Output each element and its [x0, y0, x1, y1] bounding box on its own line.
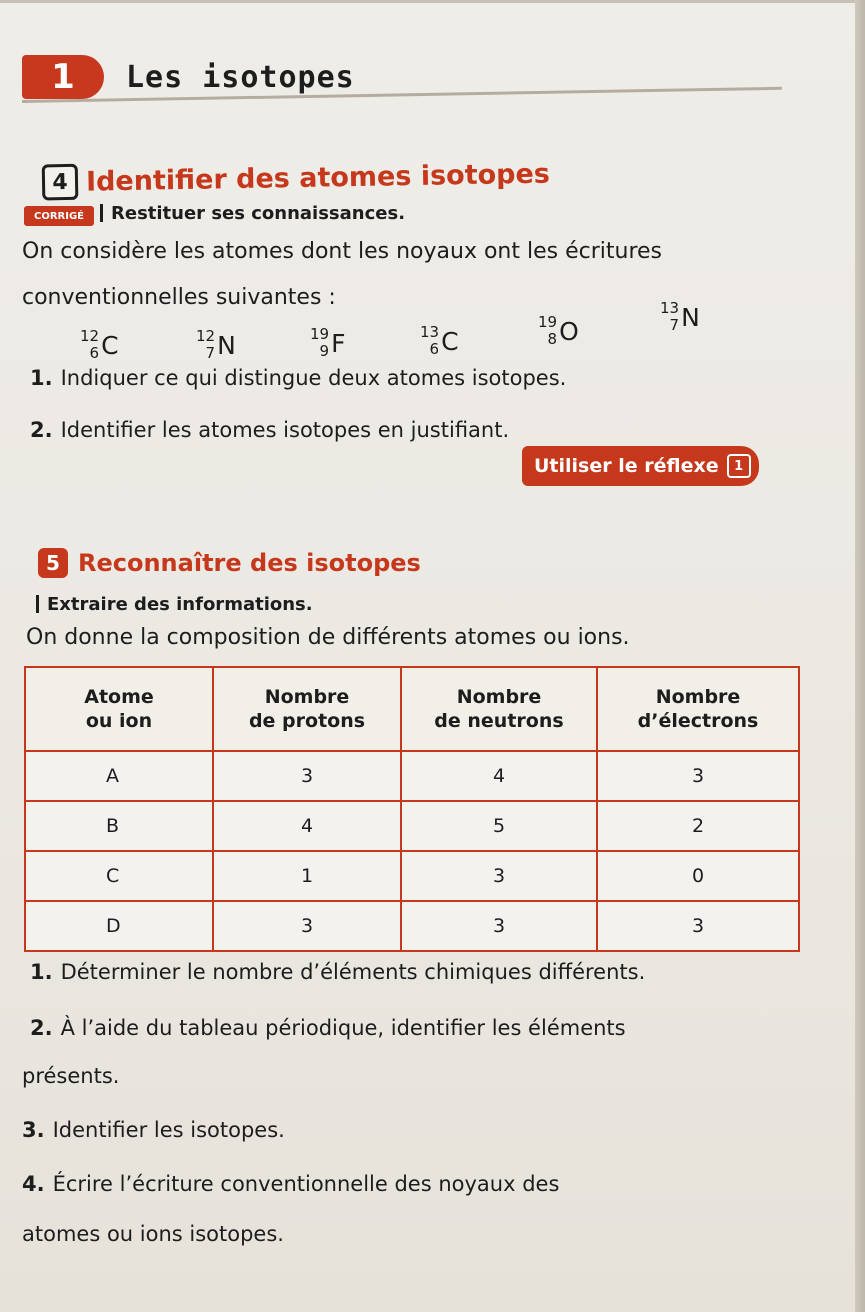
- question-number: 2.: [30, 418, 53, 442]
- use-reflex-button[interactable]: [522, 446, 759, 486]
- mass-number: 12: [80, 327, 100, 345]
- mass-number: 12: [196, 327, 216, 345]
- element-symbol: F: [331, 328, 346, 358]
- corrige-badge: CORRIGÉ: [24, 206, 94, 226]
- cell-protons: 3: [213, 901, 401, 951]
- exercise-4-heading: [42, 156, 550, 201]
- question-text: Identifier les isotopes.: [52, 1118, 285, 1142]
- question-number: 4.: [22, 1172, 45, 1196]
- exercise-4-question-2: [30, 418, 509, 442]
- table-row: [25, 801, 799, 851]
- question-text: Déterminer le nombre d’éléments chimiques différents.: [60, 960, 646, 984]
- exercise-5-question-2: [30, 1016, 626, 1040]
- header-protons: Nombre de protons: [213, 667, 401, 751]
- cell-protons: 4: [213, 801, 401, 851]
- exercise-4-intro-line2: conventionnelles suivantes :: [22, 285, 336, 310]
- question-text: atomes ou ions isotopes.: [22, 1222, 284, 1246]
- exercise-4-intro-line1: On considère les atomes dont les noyaux ont les écritures: [22, 239, 662, 264]
- cell-neutrons: 4: [401, 751, 597, 801]
- exercise-4-number: 4: [42, 164, 79, 201]
- exercise-5-intro: On donne la composition de différents atomes ou ions.: [26, 625, 630, 650]
- atomic-number: 7: [669, 316, 680, 334]
- element-symbol: C: [441, 326, 459, 356]
- cell-neutrons: 3: [401, 851, 597, 901]
- cell-neutrons: 3: [401, 901, 597, 951]
- question-text: Identifier les atomes isotopes en justifiant.: [60, 418, 510, 442]
- mass-number: 19: [538, 313, 558, 331]
- exercise-5-question-2-cont: [22, 1064, 119, 1088]
- exercise-5-skill: Extraire des informations.: [36, 594, 313, 615]
- element-symbol: O: [559, 316, 579, 346]
- exercise-5-title: Reconnaître des isotopes: [78, 549, 421, 577]
- question-text: Écrire l’écriture conventionnelle des noyaux des: [52, 1172, 560, 1196]
- atomic-number: 6: [89, 344, 100, 362]
- section-title: Les isotopes: [126, 59, 355, 95]
- cell-label: A: [25, 751, 213, 801]
- exercise-5-question-1: [30, 960, 645, 984]
- exercise-4-question-1: [30, 366, 566, 390]
- mass-number: 13: [660, 299, 680, 317]
- table-row: [25, 751, 799, 801]
- table-header-row: [25, 667, 799, 751]
- question-text: présents.: [22, 1064, 120, 1088]
- mass-number: 13: [420, 323, 440, 341]
- cell-neutrons: 5: [401, 801, 597, 851]
- cell-label: D: [25, 901, 213, 951]
- reflex-number-icon: 1: [727, 454, 751, 478]
- table-row: [25, 851, 799, 901]
- atomic-number: 9: [319, 342, 330, 360]
- mass-number: 19: [310, 325, 330, 343]
- element-symbol: N: [217, 330, 236, 360]
- nuclide-symbol: [660, 300, 700, 334]
- element-symbol: N: [681, 302, 700, 332]
- nuclide-symbol: [196, 328, 236, 362]
- section-number-badge: 1: [22, 55, 104, 99]
- exercise-5-heading: [38, 548, 421, 578]
- header-electrons: Nombre d’électrons: [597, 667, 799, 751]
- cell-electrons: 3: [597, 751, 799, 801]
- cell-electrons: 2: [597, 801, 799, 851]
- cell-protons: 3: [213, 751, 401, 801]
- atomic-number: 8: [547, 330, 558, 348]
- composition-table: [24, 666, 800, 952]
- atomic-number: 7: [205, 344, 216, 362]
- exercise-5-question-4-cont: [22, 1222, 284, 1246]
- question-text: Indiquer ce qui distingue deux atomes isotopes.: [60, 366, 567, 390]
- nuclide-symbol: [538, 314, 579, 348]
- question-number: 1.: [30, 960, 53, 984]
- nuclide-symbol: [80, 328, 119, 362]
- nuclide-symbol: [420, 324, 459, 358]
- atomic-number: 6: [429, 340, 440, 358]
- exercise-4-title: Identifier des atomes isotopes: [85, 158, 551, 198]
- question-text: À l’aide du tableau périodique, identifier les éléments: [60, 1016, 626, 1040]
- page-edge: [855, 0, 865, 1312]
- top-rule: [0, 0, 860, 3]
- reflex-label: Utiliser le réflexe: [534, 455, 719, 477]
- exercise-5-question-4: [22, 1172, 559, 1196]
- cell-label: B: [25, 801, 213, 851]
- table-row: [25, 901, 799, 951]
- element-symbol: C: [101, 330, 119, 360]
- header-atome-ion: Atome ou ion: [25, 667, 213, 751]
- question-number: 1.: [30, 366, 53, 390]
- question-number: 3.: [22, 1118, 45, 1142]
- exercise-5-number: 5: [38, 548, 68, 578]
- exercise-4-skill: Restituer ses connaissances.: [100, 203, 405, 224]
- question-number: 2.: [30, 1016, 53, 1040]
- header-neutrons: Nombre de neutrons: [401, 667, 597, 751]
- cell-protons: 1: [213, 851, 401, 901]
- cell-label: C: [25, 851, 213, 901]
- nuclide-symbol: [310, 326, 345, 360]
- cell-electrons: 0: [597, 851, 799, 901]
- cell-electrons: 3: [597, 901, 799, 951]
- exercise-5-question-3: [22, 1118, 285, 1142]
